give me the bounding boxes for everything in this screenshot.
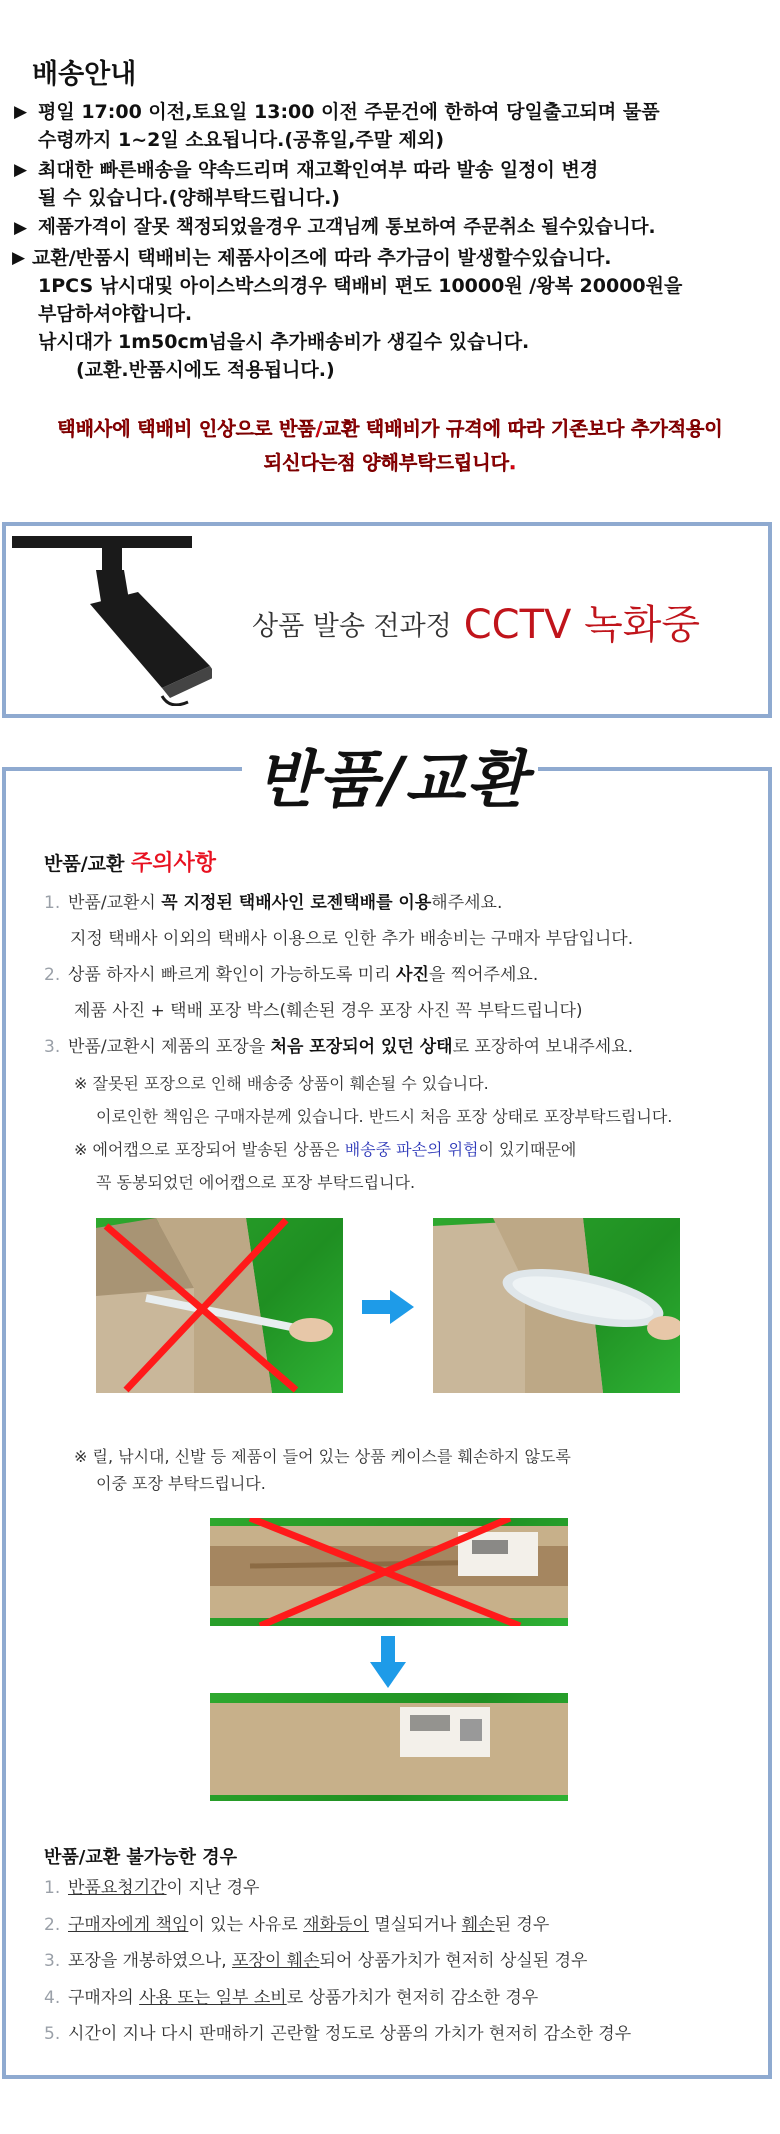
item-number: 3.: [44, 1951, 61, 1971]
shipping-item: [14, 214, 774, 242]
triangle-bullet-icon: ▶: [12, 248, 26, 268]
cctv-caption: 상품 발송 전과정: [252, 611, 452, 642]
text: 반품/교환시 제품의 포장을: [68, 1037, 271, 1057]
shipping-item: [14, 244, 774, 384]
text: 이 있기때문에: [478, 1140, 577, 1159]
correct-box-photo: [210, 1693, 568, 1801]
shipping-line: 수령까지 1~2일 소요됩니다.(공휴일,주말 제외): [38, 129, 445, 151]
emphasis: 처음 포장되어 있던 상태: [270, 1037, 453, 1057]
note-aircap-line1: [74, 1139, 576, 1161]
text: ※ 에어캡으로 포장되어 발송된 상품은: [74, 1140, 345, 1159]
text: 이 지난 경우: [166, 1878, 260, 1898]
returns-title: 반품/교환: [256, 743, 529, 816]
shipping-list: [14, 98, 774, 386]
item-number: 2.: [44, 1914, 61, 1935]
wrong-box-photo: [210, 1518, 568, 1626]
caution-heading-highlight: 주의사항: [130, 851, 216, 876]
text: 상품 하자시 빠르게 확인이 가능하도록 미리: [68, 965, 397, 985]
shipping-line: 제품가격이 잘못 책정되었을경우 고객님께 통보하여 주문취소 될수있습니다.: [38, 217, 656, 238]
emphasis: 사진: [396, 965, 429, 985]
text: 반품/교환시: [68, 893, 162, 913]
cctv-camera-icon: [12, 536, 212, 706]
not-possible-heading: 반품/교환 불가능한 경우: [44, 1847, 237, 1868]
shipping-line: 될 수 있습니다.(양해부탁드립니다.): [38, 187, 340, 209]
not-possible-item: [44, 2023, 631, 2045]
emphasis: 꼭 지정된: [161, 893, 233, 913]
underlined-text: 포장이 훼손: [232, 1951, 320, 1971]
item-number: 1.: [44, 1878, 61, 1898]
wrong-box-illustration: [210, 1518, 568, 1626]
notice-line: 택배사에 택배비 인상으로 반품/교환 택배비가 규격에 따라 기존보다 추가적용이: [57, 418, 723, 440]
item-number: 1.: [44, 893, 61, 913]
arrow-down-icon: [370, 1636, 406, 1688]
cctv-text: [252, 593, 700, 650]
item-number: 5.: [44, 2024, 61, 2044]
correct-box-illustration: [210, 1693, 568, 1801]
underlined-text: 훼손: [461, 1914, 495, 1935]
text: 을 찍어주세요.: [428, 965, 539, 985]
caution-item-3: [44, 1036, 633, 1058]
arrow-right-icon: [362, 1290, 414, 1324]
caution-item-2: [44, 964, 538, 986]
shipping-line: 교환/반품시 택배비는 제품사이즈에 따라 추가금이 발생할수있습니다.: [32, 247, 612, 269]
item-number: 4.: [44, 1987, 61, 2008]
not-possible-item: [44, 1950, 587, 1972]
text: 이 있는 사유로: [188, 1914, 304, 1935]
note-aircap-line2: 꼭 동봉되었던 에어캡으로 포장 부탁드립니다.: [96, 1173, 416, 1192]
shipping-item: [14, 98, 774, 154]
underlined-text: 구매자에게 책임: [68, 1914, 189, 1935]
shipping-line: 최대한 빠른배송을 약속드리며 재고확인여부 따라 발송 일정이 변경: [38, 159, 599, 181]
shipping-line: 1PCS 낚시대및 아이스박스의경우 택배비 편도 10000원 /왕복 20000원을: [38, 275, 683, 297]
shipping-item: [14, 156, 774, 212]
item-number: 2.: [44, 965, 61, 985]
caution-heading: [44, 846, 216, 877]
note-double-packaging-line1: ※ 릴, 낚시대, 신발 등 제품이 들어 있는 상품 케이스를 훼손하지 않도록: [74, 1447, 571, 1466]
underlined-text: 반품요청기간: [68, 1878, 167, 1898]
correct-packaging-illustration: [433, 1218, 680, 1393]
caution-item-2-sub: 제품 사진 + 택배 포장 박스(훼손된 경우 포장 사진 꼭 부탁드립니다): [74, 1001, 583, 1021]
notice-line: 되신다는점 양해부탁드립니다.: [263, 452, 517, 474]
caution-heading-prefix: 반품/교환: [44, 853, 125, 875]
caution-item-1-sub: 지정 택배사 이외의 택배사 이용으로 인한 추가 배송비는 구매자 부담입니다.: [70, 929, 634, 949]
text: 로 상품가치가 현저히 감소한 경우: [286, 1987, 539, 2008]
shipping-line: 평일 17:00 이전,토요일 13:00 이전 주문건에 한하여 당일출고되며 물품: [38, 101, 660, 123]
shipping-title: 배송안내: [32, 59, 137, 90]
warning-text: 배송중 파손의 위험: [344, 1140, 479, 1159]
triangle-bullet-icon: ▶: [14, 160, 28, 180]
divider: [2, 767, 242, 771]
correct-packaging-photo: [433, 1218, 680, 1393]
underlined-text: 사용 또는 일부 소비: [139, 1987, 287, 2008]
wrong-packaging-photo: [96, 1218, 343, 1393]
divider: [538, 767, 772, 771]
text: 멸실되거나: [368, 1914, 462, 1935]
not-possible-item: [44, 1987, 538, 2009]
text: 시간이 지나 다시 판매하기 곤란할 정도로 상품의 가치가 현저히 감소한 경우: [68, 2024, 632, 2044]
text: 로 포장하여 보내주세요.: [452, 1037, 634, 1057]
text: 포장을 개봉하였으나,: [68, 1951, 233, 1971]
underlined-text: 재화등이: [303, 1914, 369, 1935]
shipping-line: 낚시대가 1m50cm넘을시 추가배송비가 생길수 있습니다.: [38, 331, 530, 353]
note-packaging-line1: ※ 잘못된 포장으로 인해 배송중 상품이 훼손될 수 있습니다.: [74, 1074, 489, 1093]
text: 해주세요.: [431, 893, 503, 913]
shipping-line: 부담하셔야합니다.: [38, 303, 193, 325]
emphasis: 택배사인 로젠택배를 이용: [232, 893, 432, 913]
triangle-bullet-icon: ▶: [14, 102, 28, 122]
caution-item-1: [44, 892, 502, 914]
wrong-packaging-illustration: [96, 1218, 343, 1393]
note-packaging-line2: 이로인한 책임은 구매자분께 있습니다. 반드시 처음 포장 상태로 포장부탁드립니다.: [96, 1107, 673, 1126]
text: 되어 상품가치가 현저히 상실된 경우: [319, 1951, 588, 1971]
shipping-fee-notice: [20, 412, 760, 480]
not-possible-item: [44, 1877, 259, 1899]
cctv-highlight: CCTV 녹화중: [463, 602, 701, 648]
text: 구매자의: [68, 1987, 140, 2008]
not-possible-item: [44, 1914, 549, 1936]
item-number: 3.: [44, 1037, 61, 1057]
text: 된 경우: [494, 1914, 550, 1935]
note-double-packaging-line2: 이중 포장 부탁드립니다.: [96, 1474, 266, 1493]
triangle-bullet-icon: ▶: [14, 218, 28, 238]
shipping-line: (교환.반품시에도 적용됩니다.): [76, 359, 335, 381]
